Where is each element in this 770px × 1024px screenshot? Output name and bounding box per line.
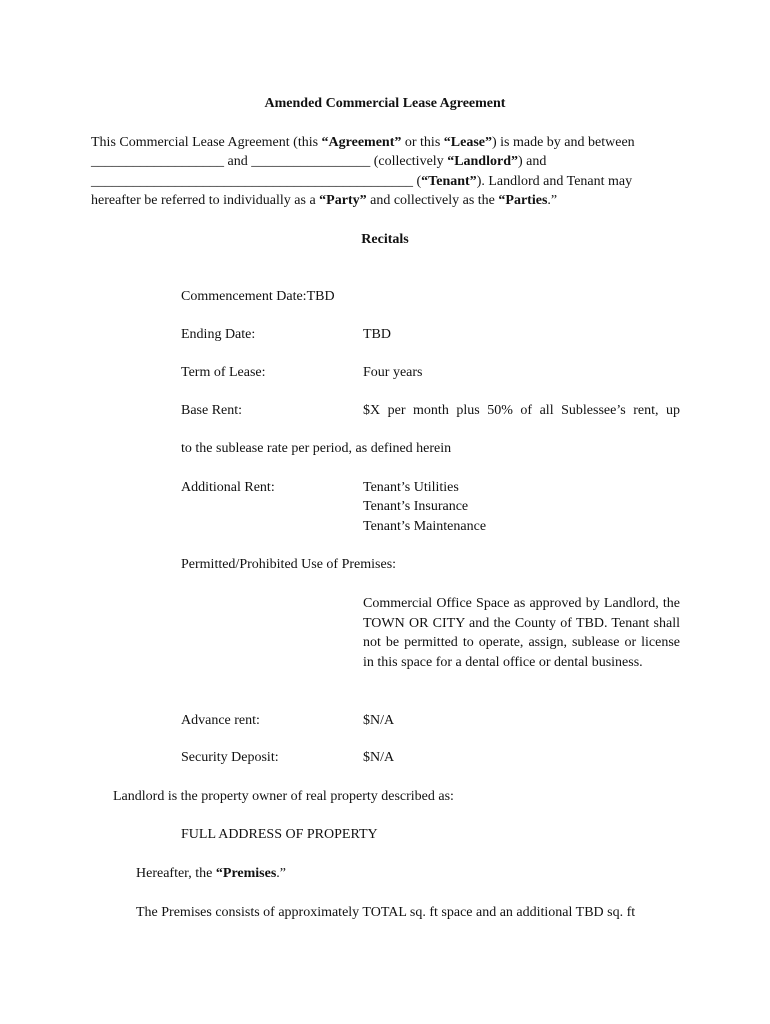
premises-size-line: The Premises consists of approximately TOTAL sq. ft space and an additional TBD sq. ft [136,905,636,920]
intro-text: and collectively as the [366,193,499,208]
term-of-lease-value: Four years [363,365,423,380]
permitted-use-label: Permitted/Prohibited Use of Premises: [181,557,397,572]
additional-rent-item: Tenant’s Maintenance [363,519,487,534]
advance-rent-value: $N/A [363,713,395,728]
intro-line-1 [91,133,635,153]
ending-date-value: TBD [363,327,391,342]
property-owner-line: Landlord is the property owner of real property described as: [113,789,454,804]
intro-text: ). Landlord and Tenant may [476,174,633,189]
base-rent-value: $X per month plus 50% of all Sublessee’s rent, up [363,403,680,418]
intro-text: hereafter be referred to individually as a [91,193,320,208]
recitals-heading: Recitals [361,232,409,247]
premises-text: .” [276,866,286,881]
permitted-use-value: Commercial Office Space as approved by Landlord, the TOWN OR CITY and the County of TBD. Tenant shall not be permitted to operate, assign, sublease or license in this space for a dental office or dental business. [363,596,680,670]
intro-text: ) and [518,154,547,169]
intro-text: ___________________ and _________________ (collectively [91,154,448,169]
defined-term-lease: “Lease” [443,135,492,150]
intro-text: or this [401,135,444,150]
additional-rent-label: Additional Rent: [181,480,275,495]
ending-date-label: Ending Date: [181,327,256,342]
security-deposit-value: $N/A [363,750,395,765]
defined-term-agreement: “Agreement” [321,135,402,150]
intro-text: ) is made by and between [491,135,635,150]
defined-term-landlord: “Landlord” [447,154,518,169]
defined-term-premises: “Premises [215,866,277,881]
advance-rent-label: Advance rent: [181,713,260,728]
defined-term-party: “Party” [319,193,367,208]
premises-definition [136,864,286,884]
base-rent-label: Base Rent: [181,403,243,418]
additional-rent-item: Tenant’s Insurance [363,499,469,514]
security-deposit-label: Security Deposit: [181,750,279,765]
intro-line-3 [91,172,632,192]
premises-text: Hereafter, the [136,866,216,881]
intro-line-4 [91,191,557,211]
base-rent-continuation: to the sublease rate per period, as defined herein [181,441,452,456]
commencement-date: Commencement Date:TBD [181,289,335,304]
intro-line-2 [91,152,546,172]
intro-text: .” [547,193,558,208]
defined-term-tenant: “Tenant” [421,174,477,189]
document-title: Amended Commercial Lease Agreement [264,96,506,111]
intro-text: This Commercial Lease Agreement (this [91,135,322,150]
property-address: FULL ADDRESS OF PROPERTY [181,827,378,842]
term-of-lease-label: Term of Lease: [181,365,266,380]
additional-rent-item: Tenant’s Utilities [363,480,459,495]
intro-text: ______________________________________________ ( [91,174,422,189]
defined-term-parties: “Parties [498,193,548,208]
